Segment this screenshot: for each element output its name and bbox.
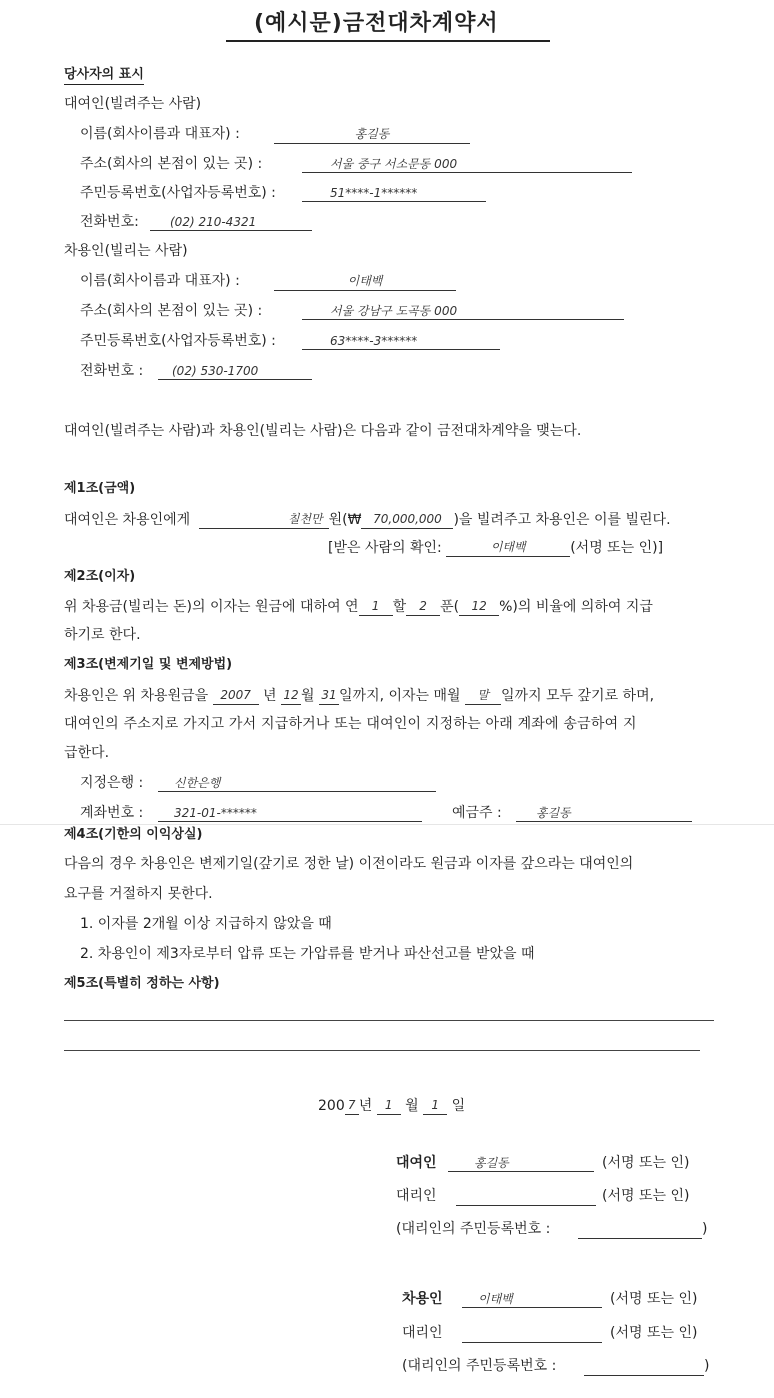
date-year-field[interactable]: 7: [345, 1096, 359, 1115]
lender-phone-field[interactable]: (02) 210-4321: [150, 213, 312, 231]
lender-phone-label: 전화번호:: [80, 214, 139, 230]
sign-lender-seal: (서명 또는 인): [602, 1155, 690, 1171]
article-4-line-2: 요구를 거절하지 못한다.: [64, 886, 213, 902]
article-2-text-b: %)의 비율에 의하여 지급: [499, 599, 653, 615]
article-2-line-1: [64, 597, 653, 616]
page-break: [0, 824, 774, 825]
lender-address-label: 주소(회사의 본점이 있는 곳) :: [80, 156, 263, 172]
article-4-line-1: 다음의 경우 차용인은 변제기일(갚기로 정한 날) 이전이라도 원금과 이자를 갚으라는 대여인의: [64, 856, 634, 872]
confirm-name-field[interactable]: 이태백: [446, 538, 570, 557]
article-2-line-2: 하기로 한다.: [64, 627, 141, 643]
repay-year-field[interactable]: 2007: [213, 686, 259, 705]
sign-lender-agent-id-field[interactable]: [578, 1220, 702, 1239]
article-3-text-c: 일까지 모두 갚기로 하며,: [501, 688, 655, 704]
contract-date: [318, 1096, 465, 1115]
sign-borrower-name-field[interactable]: 이태백: [462, 1290, 602, 1308]
sign-lender-agent-id-close: ): [702, 1221, 708, 1237]
amount-number-field[interactable]: 70,000,000: [361, 510, 453, 529]
sign-lender-name-field[interactable]: 홍길동: [448, 1154, 594, 1172]
sign-borrower-agent-seal: (서명 또는 인): [610, 1325, 698, 1341]
borrower-address-label: 주소(회사의 본점이 있는 곳) :: [80, 303, 263, 319]
borrower-id-label: 주민등록번호(사업자등록번호) :: [80, 333, 276, 349]
article-1-text-b: 원(₩: [328, 512, 362, 528]
special-terms-line-1[interactable]: [64, 1020, 714, 1021]
borrower-phone-field[interactable]: (02) 530-1700: [158, 362, 312, 380]
article-3-text-a: 차용인은 위 차용원금을: [64, 688, 209, 704]
borrower-name-field[interactable]: 이태백: [274, 272, 456, 291]
sign-borrower-agent-id-field[interactable]: [584, 1357, 704, 1376]
article-2-heading: 제2조(이자): [64, 569, 136, 584]
sign-lender-agent-id-label: (대리인의 주민등록번호 :: [396, 1221, 551, 1237]
special-terms-line-2[interactable]: [64, 1050, 700, 1051]
interest-hal-field[interactable]: 1: [359, 597, 393, 616]
article-4-heading: 제4조(기한의 이익상실): [64, 827, 203, 842]
sign-lender-agent-label: 대리인: [396, 1188, 437, 1204]
repay-month-field[interactable]: 12: [281, 686, 301, 705]
sign-borrower-agent-id-label: (대리인의 주민등록번호 :: [402, 1358, 557, 1374]
sign-lender-agent-seal: (서명 또는 인): [602, 1188, 690, 1204]
date-day-field[interactable]: 1: [423, 1096, 447, 1115]
intro-text: 대여인(빌려주는 사람)과 차용인(빌리는 사람)은 다음과 같이 금전대차계약을 맺는다.: [64, 423, 582, 439]
interest-day-field[interactable]: 말: [465, 686, 501, 705]
date-month-label: 월: [405, 1098, 419, 1114]
date-day-label: 일: [451, 1098, 466, 1114]
date-month-field[interactable]: 1: [377, 1096, 401, 1115]
article-2-text-a: 위 차용금(빌리는 돈)의 이자는 원금에 대하여 연: [64, 599, 359, 615]
pun-label: 푼(: [440, 599, 460, 615]
article-1-heading: 제1조(금액): [64, 481, 136, 496]
account-label: 계좌번호 :: [80, 805, 144, 821]
article-3-heading: 제3조(변제기일 및 변제방법): [64, 657, 233, 672]
sign-lender-agent-field[interactable]: [456, 1187, 596, 1206]
sign-borrower-agent-label: 대리인: [402, 1325, 443, 1341]
holder-field[interactable]: 홍길동: [516, 804, 692, 822]
title-underline: [226, 40, 550, 42]
confirm-text-b: (서명 또는 인)]: [570, 540, 664, 556]
amount-words-field[interactable]: 칠천만: [199, 510, 329, 529]
article-4-item-1: 1. 이자를 2개월 이상 지급하지 않았을 때: [80, 916, 332, 932]
confirm-text-a: [받은 사람의 확인:: [328, 540, 442, 556]
borrower-id-field[interactable]: 63****-3******: [302, 332, 500, 350]
interest-pun-field[interactable]: 2: [406, 597, 440, 616]
lender-label: 대여인(빌려주는 사람): [64, 96, 202, 112]
sign-borrower-seal: (서명 또는 인): [610, 1291, 698, 1307]
month-label: 월: [301, 688, 315, 704]
borrower-phone-label: 전화번호 :: [80, 363, 144, 379]
document-title: (예시문)금전대차계약서: [254, 11, 499, 36]
lender-id-label: 주민등록번호(사업자등록번호) :: [80, 185, 276, 201]
account-field[interactable]: 321-01-******: [158, 804, 422, 822]
article-4-item-2: 2. 차용인이 제3자로부터 압류 또는 가압류를 받거나 파산선고를 받았을 때: [80, 946, 535, 962]
article-1-text-c: )을 빌려주고 차용인은 이를 빌린다.: [453, 512, 671, 528]
lender-name-field[interactable]: 홍길동: [274, 125, 470, 144]
sign-borrower-agent-id-close: ): [704, 1358, 710, 1374]
date-year-label: 년: [358, 1098, 373, 1114]
repay-day-field[interactable]: 31: [319, 686, 339, 705]
article-1-text-a: 대여인은 차용인에게: [64, 512, 191, 528]
sign-lender-label: 대여인: [396, 1155, 437, 1171]
sign-borrower-label: 차용인: [402, 1291, 443, 1307]
article-5-heading: 제5조(특별히 정하는 사항): [64, 976, 220, 991]
article-3-line-3: 급한다.: [64, 745, 110, 761]
parties-heading: 당사자의 표시: [64, 66, 144, 85]
bank-label: 지정은행 :: [80, 775, 144, 791]
article-3-line-1: [64, 686, 654, 705]
hal-label: 할: [392, 599, 407, 615]
borrower-name-label: 이름(회사이름과 대표자) :: [80, 273, 240, 289]
lender-id-field[interactable]: 51****-1******: [302, 184, 486, 202]
article-3-line-2: 대여인의 주소지로 가지고 가서 지급하거나 또는 대여인이 지정하는 아래 계좌에 송금하여 지: [64, 716, 637, 732]
article-1-confirm: [328, 538, 663, 557]
article-3-text-b: 일까지, 이자는 매월: [339, 688, 461, 704]
interest-rate-field[interactable]: 12: [459, 597, 499, 616]
lender-address-field[interactable]: 서울 중구 서소문동 000: [302, 155, 632, 173]
article-1-line-1: [64, 510, 671, 529]
borrower-label: 차용인(빌리는 사람): [64, 243, 188, 259]
year-label: 년: [263, 688, 277, 704]
sign-borrower-agent-field[interactable]: [462, 1324, 602, 1343]
date-prefix: 200: [318, 1098, 345, 1114]
bank-field[interactable]: 신한은행: [158, 774, 436, 792]
holder-label: 예금주 :: [452, 805, 502, 821]
borrower-address-field[interactable]: 서울 강남구 도곡동 000: [302, 302, 624, 320]
lender-name-label: 이름(회사이름과 대표자) :: [80, 126, 240, 142]
